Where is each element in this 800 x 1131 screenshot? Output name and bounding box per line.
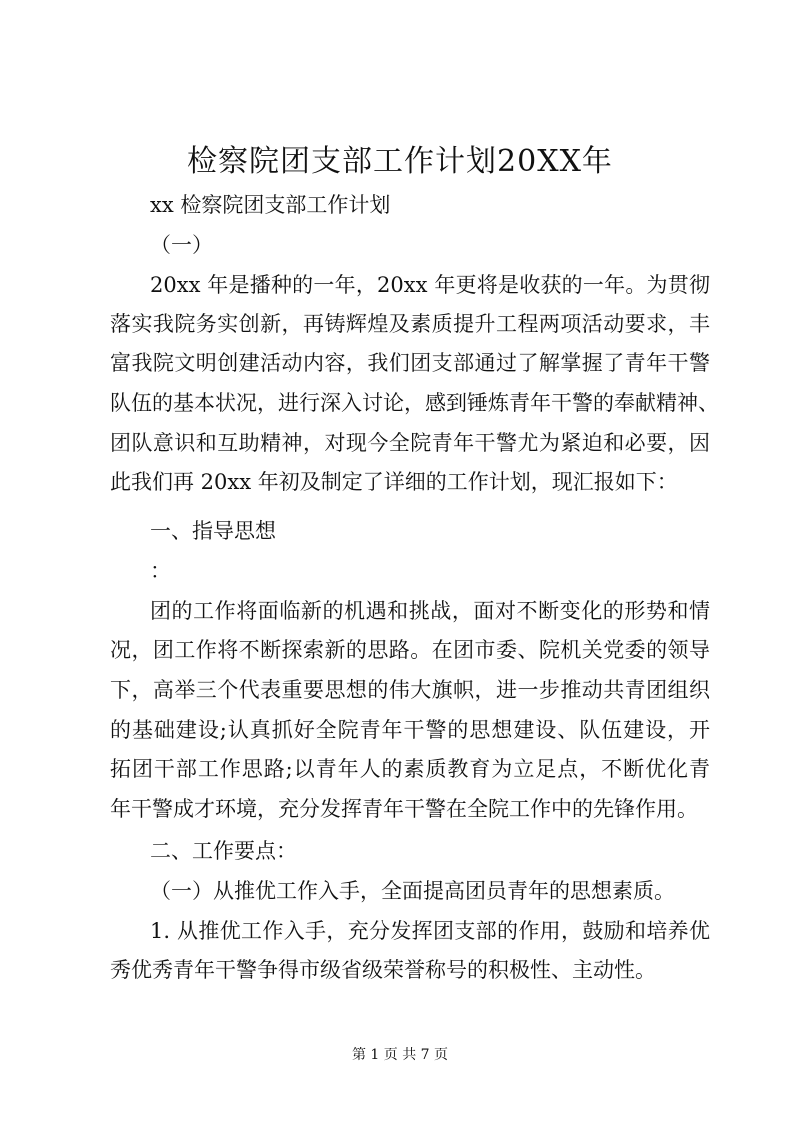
colon-line: ： bbox=[150, 559, 171, 583]
paragraph3-line: 秀优秀青年干警争得市级省级荣誉称号的积极性、主动性。 bbox=[110, 958, 656, 982]
paragraph3-line: 1. 从推优工作入手，充分发挥团支部的作用，鼓励和培养优 bbox=[150, 919, 710, 943]
document-title: 检察院团支部工作计划20XX年 bbox=[187, 144, 613, 179]
paragraph2-line: 的基础建设;认真抓好全院青年干警的思想建设、队伍建设，开 bbox=[110, 718, 710, 742]
paragraph1-line: 落实我院务实创新，再铸辉煌及素质提升工程两项活动要求，丰 bbox=[110, 312, 710, 336]
paragraph1-line: 富我院文明创建活动内容，我们团支部通过了解掌握了青年干警 bbox=[110, 351, 710, 375]
page-number-footer: 第 1 页 共 7 页 bbox=[351, 1047, 449, 1063]
paragraph2-line: 团的工作将面临新的机遇和挑战，面对不断变化的形势和情 bbox=[150, 599, 710, 623]
paragraph2-line: 况，团工作将不断探索新的思路。在团市委、院机关党委的领导 bbox=[110, 638, 710, 662]
paragraph2-line: 年干警成才环境，充分发挥青年干警在全院工作中的先锋作用。 bbox=[110, 797, 698, 821]
paragraph1-line: 团队意识和互助精神，对现今全院青年干警尤为紧迫和必要，因 bbox=[110, 431, 710, 455]
paragraph2-line: 拓团干部工作思路;以青年人的素质教育为立足点，不断优化青 bbox=[110, 757, 710, 781]
section-marker: （一） bbox=[150, 233, 213, 257]
subtitle-line: xx 检察院团支部工作计划 bbox=[150, 193, 391, 217]
paragraph2-line: 下，高举三个代表重要思想的伟大旗帜，进一步推动共青团组织 bbox=[110, 678, 710, 702]
paragraph1-line: 20xx 年是播种的一年，20xx 年更将是收获的一年。为贯彻 bbox=[150, 273, 710, 297]
paragraph1-line: 队伍的基本状况，进行深入讨论，感到锤炼青年干警的奉献精神、 bbox=[110, 391, 719, 415]
heading-guiding-thought: 一、指导思想 bbox=[150, 519, 276, 543]
heading-work-points: 二、工作要点： bbox=[150, 839, 297, 863]
subheading-one: （一）从推优工作入手，全面提高团员青年的思想素质。 bbox=[150, 879, 675, 903]
paragraph1-line: 此我们再 20xx 年初及制定了详细的工作计划，现汇报如下： bbox=[110, 470, 678, 494]
